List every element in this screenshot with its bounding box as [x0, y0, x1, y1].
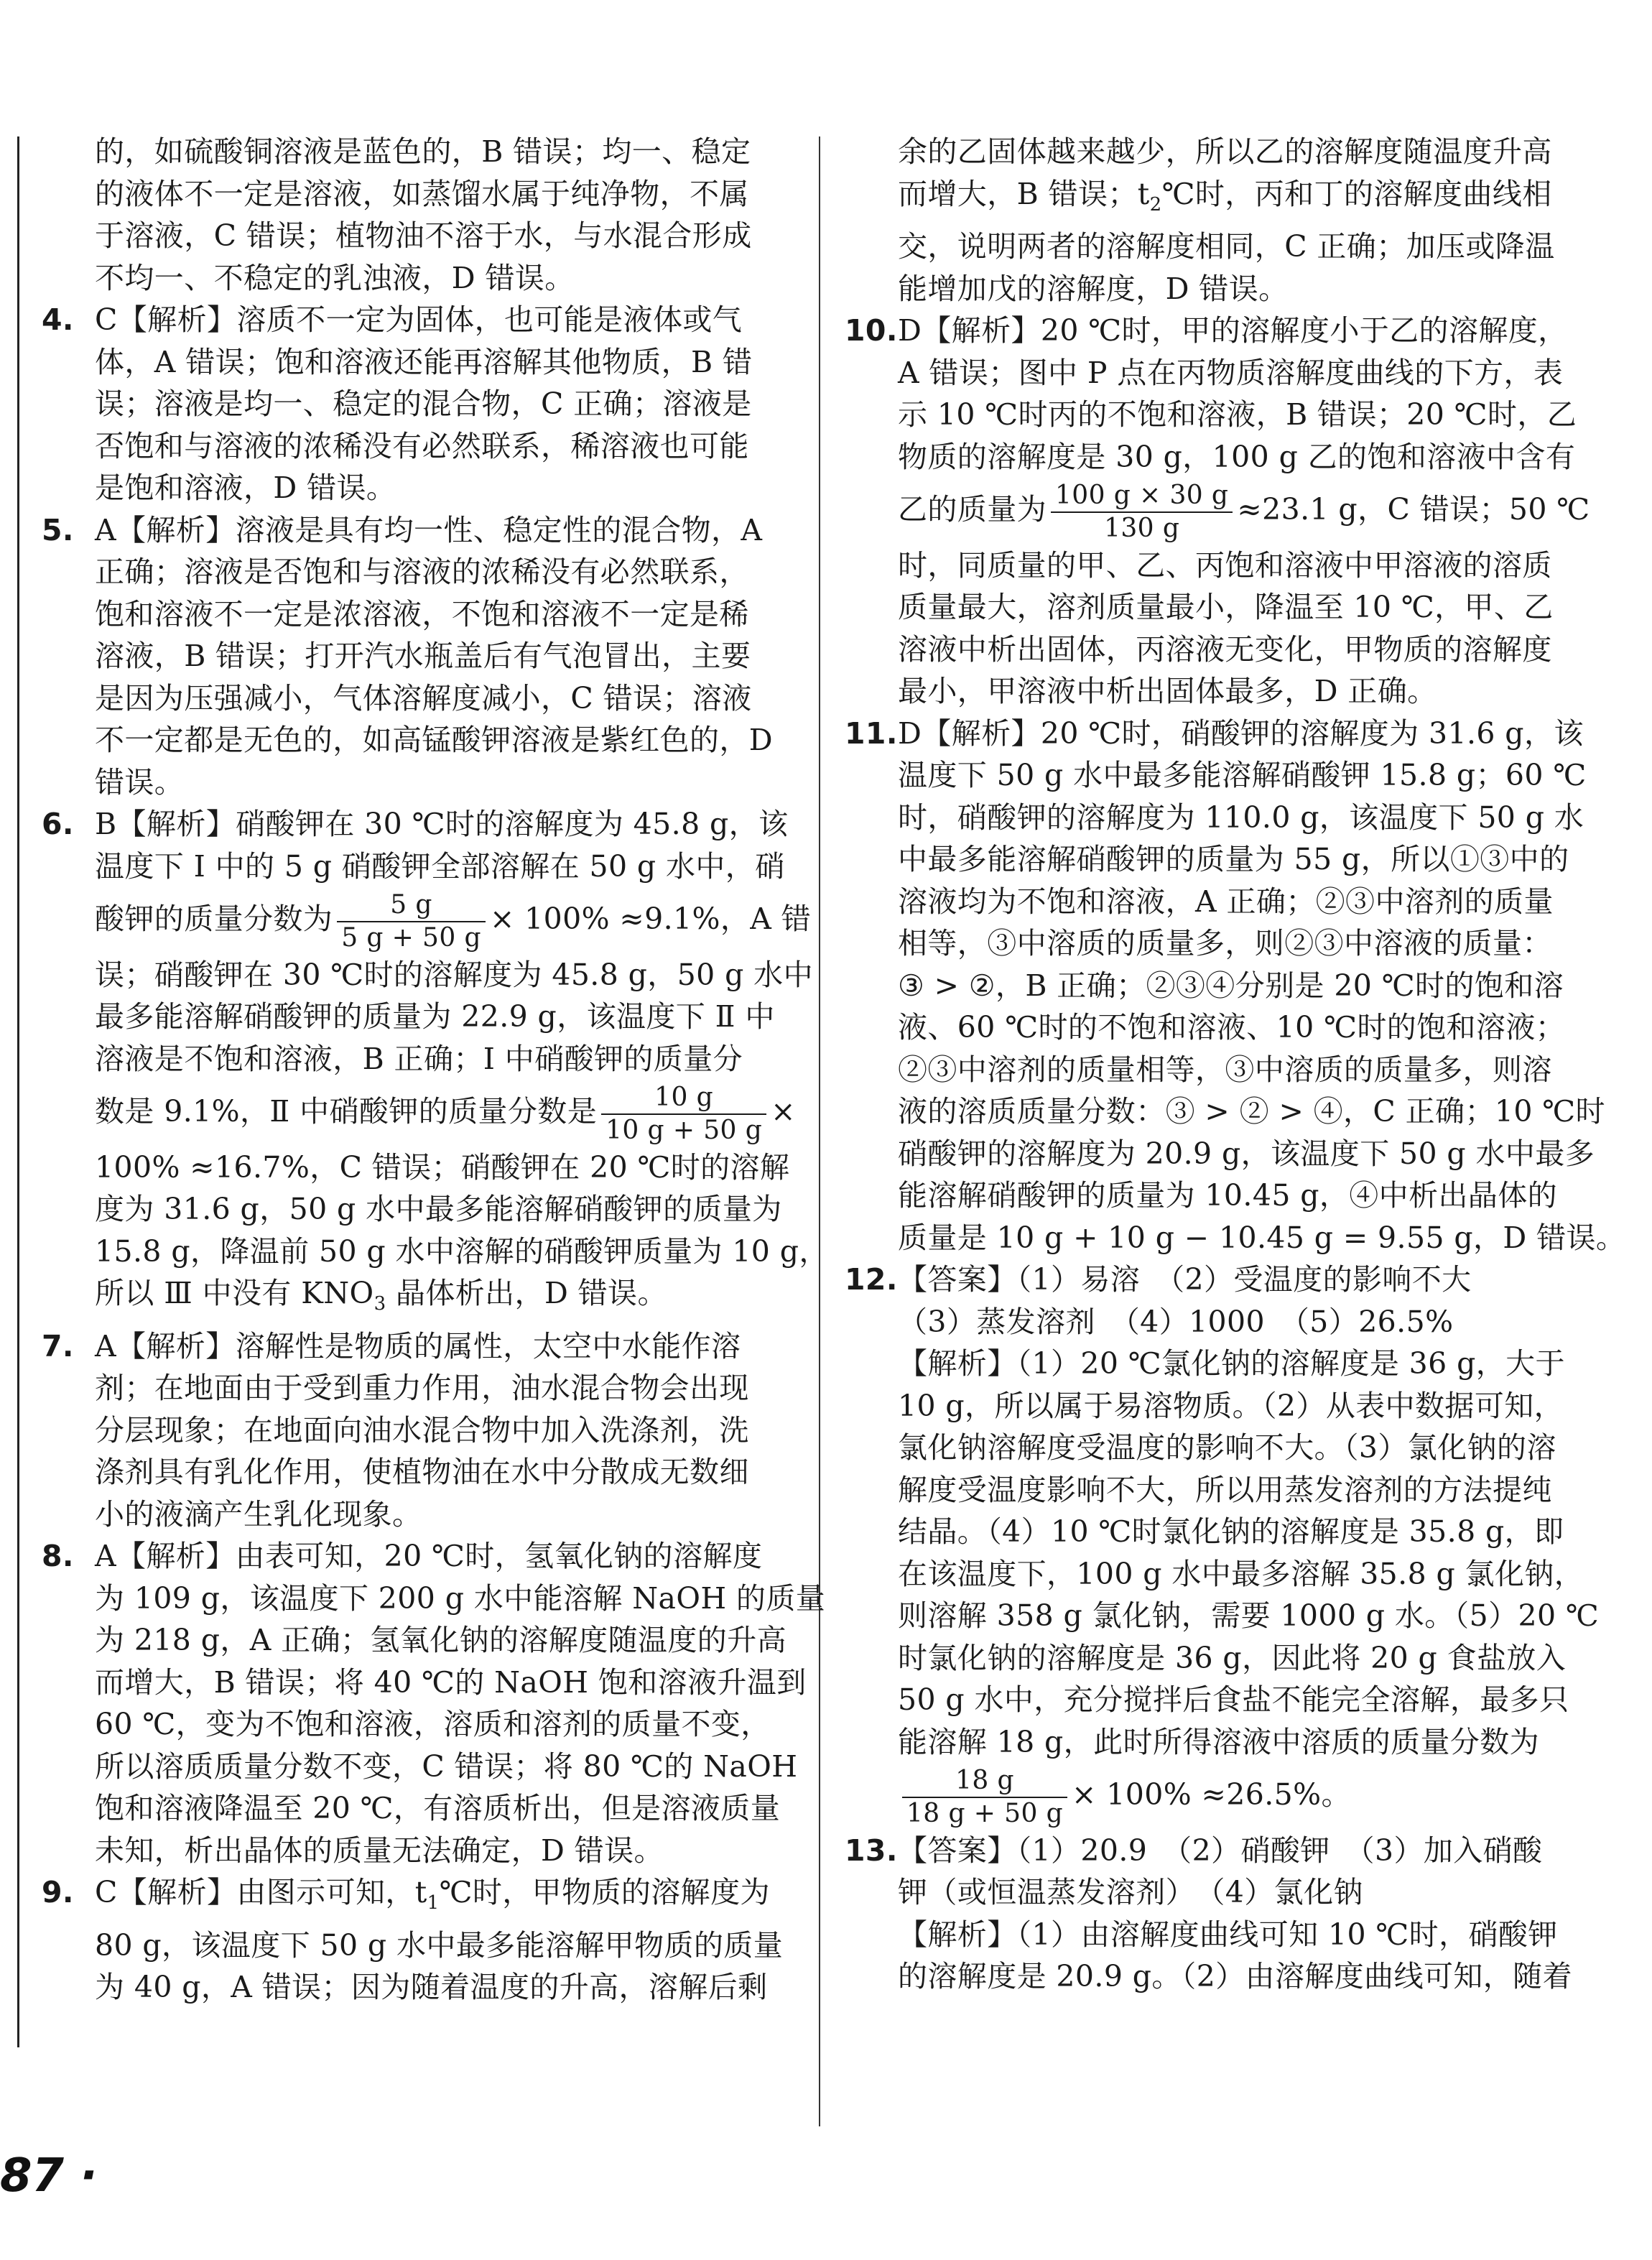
line-text: × 100% ≈9.1%，A 错 — [489, 902, 812, 936]
line-text: 剂；在地面由于受到重力作用，油水混合物会出现 — [95, 1371, 749, 1406]
line-text: 温度下 Ⅰ 中的 5 g 硝酸钾全部溶解在 50 g 水中，硝 — [95, 848, 785, 884]
question-number: 7. — [42, 1328, 74, 1363]
text-line — [845, 310, 1592, 352]
fraction-numerator: 100 g × 30 g — [1051, 480, 1233, 513]
line-text: 液的溶质质量分数：③ > ② > ④，C 正确；10 ℃时 — [898, 1094, 1605, 1129]
line-text: ≈23.1 g，C 错误；50 ℃ — [1237, 492, 1590, 527]
text-line — [42, 173, 789, 216]
text-line — [845, 1427, 1592, 1469]
text-line — [845, 629, 1592, 671]
text-line — [845, 1006, 1592, 1049]
line-text: 物质的溶解度是 30 g，100 g 乙的饱和溶液中含有 — [898, 439, 1576, 474]
question-number: 8. — [42, 1539, 74, 1574]
text-line — [845, 1259, 1592, 1301]
line-text: 时氯化钠的溶解度是 36 g，因此将 20 g 食盐放入 — [898, 1640, 1567, 1675]
line-text: 【解析】（1）由溶解度曲线可知 10 ℃时，硝酸钾 — [898, 1917, 1558, 1952]
text-line — [42, 1231, 829, 1273]
question-number: 4. — [42, 302, 74, 337]
text-line — [42, 677, 789, 720]
line-text: 是饱和溶液，D 错误。 — [95, 471, 396, 505]
line-text: 能增加戊的溶解度，D 错误。 — [898, 271, 1289, 306]
line-text: 饱和溶液不一定是浓溶液，不饱和溶液不一定是稀 — [95, 596, 749, 631]
text-line — [42, 761, 789, 804]
question-number: 6. — [42, 807, 74, 841]
line-text: 不一定都是无色的，如高锰酸钾溶液是紫红色的，D — [95, 723, 774, 757]
fraction-denominator: 10 g + 50 g — [605, 1115, 763, 1145]
text-line — [845, 478, 1592, 545]
line-text: 度为 31.6 g，50 g 水中最多能溶解硝酸钾的质量为 — [95, 1192, 782, 1226]
text-line — [845, 173, 1592, 226]
line-text: 50 g 水中，充分搅拌后食盐不能完全溶解，最多只 — [898, 1682, 1569, 1718]
text-line — [42, 1451, 789, 1493]
text-line — [42, 1272, 789, 1325]
text-line — [42, 593, 789, 636]
text-line — [42, 131, 789, 173]
line-text: 分层现象；在地面向油水混合物中加入洗涤剂，洗 — [95, 1412, 749, 1448]
text-line — [42, 1147, 789, 1189]
text-line — [845, 268, 1592, 310]
text-line — [845, 670, 1592, 713]
line-text: 而增大，B 错误；将 40 ℃的 NaOH 饱和溶液升温到 — [95, 1664, 807, 1700]
line-text: 溶液，B 错误；打开汽水瓶盖后有气泡冒出，主要 — [95, 639, 751, 673]
text-line — [42, 1619, 789, 1662]
text-line — [845, 1133, 1595, 1175]
text-line — [42, 1493, 789, 1536]
text-line — [42, 635, 789, 677]
fraction — [902, 1765, 1067, 1830]
text-line — [845, 838, 1592, 881]
text-line — [845, 1175, 1592, 1217]
text-line — [42, 215, 789, 257]
line-text: 示 10 ℃时丙的不饱和溶液，B 错误；20 ℃时，乙 — [898, 397, 1577, 432]
line-text: 乙的质量为 — [898, 492, 1047, 527]
line-text: B【解析】硝酸钾在 30 ℃时的溶解度为 45.8 g，该 — [95, 807, 789, 841]
line-text: 否饱和与溶液的浓稀没有必然联系，稀溶液也可能 — [95, 428, 749, 463]
line-text: 10 g，所以属于易溶物质。（2）从表中数据可知， — [898, 1388, 1564, 1423]
line-text: （3）蒸发溶剂 （4）1000 （5）26.5% — [898, 1304, 1454, 1339]
line-text: 15.8 g，降温前 50 g 水中溶解的硝酸钾质量为 10 g， — [95, 1233, 829, 1269]
line-text: ℃时，丙和丁的溶解度曲线相 — [1161, 176, 1552, 211]
text-line — [42, 299, 789, 341]
page-number: 87 · — [0, 2149, 98, 2203]
line-text: 时，硝酸钾的溶解度为 110.0 g，该温度下 50 g 水 — [898, 800, 1584, 835]
line-text: 氯化钠溶解度受温度的影响不大。（3）氯化钠的溶 — [898, 1430, 1556, 1465]
line-text: C【解析】由图示可知，t — [95, 1875, 427, 1910]
line-text: 硝酸钾的溶解度为 20.9 g，该温度下 50 g 水中最多 — [898, 1136, 1595, 1171]
fraction-numerator: 10 g — [601, 1082, 766, 1115]
line-text: 误；硝酸钾在 30 ℃时的溶解度为 45.8 g，50 g 水中 — [95, 957, 813, 992]
line-text: 于溶液，C 错误；植物油不溶于水，与水混合形成 — [95, 218, 752, 253]
line-text: 的，如硫酸铜溶液是蓝色的，B 错误；均一、稳定 — [95, 134, 751, 169]
text-line — [845, 436, 1592, 478]
line-text: 为 109 g，该温度下 200 g 水中能溶解 NaOH 的质量 — [95, 1580, 826, 1616]
question-number: 9. — [42, 1875, 74, 1910]
text-line — [845, 1955, 1592, 1998]
line-text: 体，A 错误；饱和溶液还能再溶解其他物质，B 错 — [95, 344, 753, 379]
line-text: 为 40 g，A 错误；因为随着温度的升高，溶解后剩 — [95, 1970, 768, 2005]
left-column — [42, 131, 829, 2009]
column-divider — [819, 136, 820, 2126]
text-line — [42, 887, 812, 954]
subscript: 3 — [373, 1293, 386, 1315]
text-line — [845, 754, 1592, 797]
text-line — [845, 1914, 1592, 1956]
text-line — [42, 1409, 789, 1452]
text-line — [42, 1787, 789, 1830]
text-line — [42, 1830, 789, 1872]
text-line — [42, 383, 789, 425]
text-line — [42, 1662, 807, 1704]
text-line — [42, 1871, 789, 1925]
text-line — [845, 1301, 1592, 1343]
line-text: 饱和溶液降温至 20 ℃，有溶质析出，但是溶液质量 — [95, 1791, 781, 1826]
text-line — [845, 922, 1592, 965]
text-line — [42, 846, 789, 888]
line-text: 则溶解 358 g 氯化钠，需要 1000 g 水。（5）20 ℃ — [898, 1598, 1600, 1634]
line-text: 未知，析出晶体的质量无法确定，D 错误。 — [95, 1833, 664, 1868]
line-text: A【解析】由表可知，20 ℃时，氢氧化钠的溶解度 — [95, 1539, 763, 1574]
line-text: 最小，甲溶液中析出固体最多，D 正确。 — [898, 674, 1437, 709]
text-line — [845, 1049, 1592, 1091]
line-text: 液、60 ℃时的不饱和溶液、10 ℃时的饱和溶液； — [898, 1010, 1566, 1045]
text-line — [42, 467, 789, 509]
text-line — [845, 394, 1592, 436]
line-text: 最多能溶解硝酸钾的质量为 22.9 g，该温度下 Ⅱ 中 — [95, 999, 775, 1034]
line-text: 钾（或恒温蒸发溶剂） （4）氯化钠 — [898, 1875, 1363, 1910]
line-text: 的液体不一定是溶液，如蒸馏水属于纯净物，不属 — [95, 176, 749, 211]
fraction — [601, 1082, 766, 1147]
line-text: 时，同质量的甲、乙、丙饱和溶液中甲溶液的溶质 — [898, 547, 1552, 583]
line-text: 溶液均为不饱和溶液，A 正确；②③中溶剂的质量 — [898, 884, 1554, 919]
line-text: 误；溶液是均一、稳定的混合物，C 正确；溶液是 — [95, 386, 752, 421]
fraction — [1051, 480, 1233, 545]
text-line — [42, 954, 813, 996]
line-text: ②③中溶剂的质量相等，③中溶质的质量多，则溶 — [898, 1052, 1552, 1087]
text-line — [845, 881, 1592, 923]
left-margin-rule — [17, 136, 19, 2047]
question-number: 5. — [42, 512, 74, 547]
text-line — [845, 1721, 1592, 1764]
line-text: 温度下 50 g 水中最多能溶解硝酸钾 15.8 g；60 ℃ — [898, 758, 1587, 793]
line-text: D【解析】20 ℃时，硝酸钾的溶解度为 31.6 g，该 — [898, 715, 1584, 751]
line-text: 是因为压强减小，气体溶解度减小，C 错误；溶液 — [95, 680, 752, 715]
text-line — [42, 341, 789, 384]
line-text: 数是 9.1%，Ⅱ 中硝酸钾的质量分数是 — [95, 1094, 598, 1129]
text-line — [42, 1966, 789, 2009]
line-text: 【解析】（1）20 ℃氯化钠的溶解度是 36 g，大于 — [898, 1346, 1565, 1381]
fraction-denominator: 5 g + 50 g — [341, 922, 481, 953]
question-number: 11. — [845, 715, 898, 751]
line-text: 而增大，B 错误；t — [898, 176, 1150, 211]
text-line — [845, 1871, 1592, 1914]
line-text: A【解析】溶液是具有均一性、稳定性的混合物，A — [95, 512, 763, 547]
text-line — [845, 1511, 1592, 1553]
question-number: 13. — [845, 1833, 898, 1868]
line-text: 100% ≈16.7%，C 错误；硝酸钾在 20 ℃时的溶解 — [95, 1149, 790, 1185]
text-line — [42, 1080, 796, 1147]
subscript: 2 — [1149, 193, 1162, 216]
text-line — [845, 713, 1592, 755]
text-line — [845, 797, 1592, 839]
text-line — [845, 352, 1592, 394]
line-text: 涤剂具有乳化作用，使植物油在水中分散成无数细 — [95, 1455, 749, 1490]
line-text: 交，说明两者的溶解度相同，C 正确；加压或降温 — [898, 229, 1555, 264]
line-text: 60 ℃，变为不饱和溶液，溶质和溶剂的质量不变， — [95, 1707, 771, 1742]
text-line — [845, 1385, 1592, 1427]
text-line — [845, 1679, 1592, 1721]
text-line — [42, 1746, 798, 1788]
line-text: 能溶解 18 g，此时所得溶液中溶质的质量分数为 — [898, 1724, 1540, 1759]
text-line — [845, 226, 1592, 268]
text-line — [845, 1090, 1605, 1133]
fraction-denominator: 18 g + 50 g — [906, 1798, 1064, 1828]
text-line — [42, 1325, 789, 1368]
text-line — [42, 1535, 789, 1578]
line-text: 溶液是不饱和溶液，B 正确；Ⅰ 中硝酸钾的质量分 — [95, 1041, 743, 1076]
line-text: 的溶解度是 20.9 g。（2）由溶解度曲线可知，随着 — [898, 1959, 1572, 1994]
text-line — [42, 257, 789, 300]
line-text: 小的液滴产生乳化现象。 — [95, 1496, 422, 1532]
line-text: 结晶。（4）10 ℃时氯化钠的溶解度是 35.8 g，即 — [898, 1514, 1564, 1550]
fraction-numerator: 18 g — [902, 1765, 1067, 1798]
line-text: 质量是 10 g + 10 g − 10.45 g = 9.55 g，D 错误。 — [898, 1220, 1626, 1255]
line-text: 不均一、不稳定的乳浊液，D 错误。 — [95, 260, 575, 295]
line-text: 为 218 g，A 正确；氢氧化钠的溶解度随温度的升高 — [95, 1623, 787, 1658]
text-line — [845, 965, 1592, 1007]
line-text: 溶液中析出固体，丙溶液无变化，甲物质的溶解度 — [898, 631, 1552, 667]
line-text: × — [771, 1094, 796, 1129]
line-text: 酸钾的质量分数为 — [95, 902, 333, 936]
line-text: 错误。 — [95, 764, 185, 800]
line-text: 余的乙固体越来越少，所以乙的溶解度随温度升高 — [898, 134, 1552, 169]
fraction-numerator: 5 g — [337, 889, 486, 922]
text-line — [845, 1830, 1592, 1872]
text-line — [845, 586, 1592, 629]
text-line — [845, 1595, 1600, 1637]
text-line — [845, 545, 1592, 587]
line-text: ③ > ②，B 正确；②③④分别是 20 ℃时的饱和溶 — [898, 968, 1564, 1003]
text-line — [42, 996, 789, 1038]
line-text: A【解析】溶解性是物质的属性，太空中水能作溶 — [95, 1328, 741, 1363]
text-line — [845, 1763, 1592, 1830]
text-line — [845, 1553, 1592, 1596]
text-line — [845, 131, 1592, 173]
line-text: × 100% ≈26.5%。 — [1072, 1777, 1351, 1812]
question-number: 12. — [845, 1262, 898, 1297]
text-line — [42, 509, 789, 552]
text-line — [42, 425, 789, 468]
text-line — [845, 1637, 1592, 1680]
line-text: C【解析】溶质不一定为固体，也可能是液体或气 — [95, 302, 743, 337]
line-text: ℃时，甲物质的溶解度为 — [439, 1875, 770, 1910]
line-text: 在该温度下，100 g 水中最多溶解 35.8 g 氯化钠， — [898, 1556, 1584, 1591]
subscript: 1 — [427, 1892, 440, 1914]
text-line — [42, 803, 789, 846]
text-line — [42, 1367, 789, 1409]
text-line — [42, 1188, 789, 1231]
text-line — [42, 719, 789, 761]
text-line — [845, 1469, 1592, 1511]
line-text: 解度受温度影响不大，所以用蒸发溶剂的方法提纯 — [898, 1472, 1552, 1507]
line-text: 所以 Ⅲ 中没有 KNO — [95, 1276, 374, 1310]
text-line — [845, 1343, 1592, 1385]
line-text: 能溶解硝酸钾的质量为 10.45 g，④中析出晶体的 — [898, 1178, 1558, 1213]
line-text: 相等，③中溶质的质量多，则②③中溶液的质量： — [898, 926, 1552, 961]
text-line — [42, 1703, 789, 1746]
text-line — [42, 551, 789, 593]
fraction-denominator: 130 g — [1104, 513, 1180, 543]
line-text: 所以溶质质量分数不变，C 错误；将 80 ℃的 NaOH — [95, 1749, 798, 1784]
line-text: 质量最大，溶剂质量最小，降温至 10 ℃，甲、乙 — [898, 590, 1554, 625]
text-line — [42, 1925, 789, 1967]
line-text: 【答案】（1）20.9 （2）硝酸钾 （3）加入硝酸 — [898, 1833, 1543, 1868]
line-text: 晶体析出，D 错误。 — [386, 1276, 667, 1310]
line-text: 中最多能溶解硝酸钾的质量为 55 g，所以①③中的 — [898, 842, 1569, 877]
line-text: D【解析】20 ℃时，甲的溶解度小于乙的溶解度， — [898, 313, 1568, 348]
text-line — [845, 1217, 1626, 1259]
line-text: 【答案】（1）易溶 （2）受温度的影响不大 — [898, 1262, 1472, 1297]
line-text: 正确；溶液是否饱和与溶液的浓稀没有必然联系， — [95, 555, 749, 589]
question-number: 10. — [845, 313, 898, 348]
right-column — [845, 131, 1626, 1998]
line-text: A 错误；图中 P 点在丙物质溶解度曲线的下方，表 — [898, 355, 1564, 390]
line-text: 80 g，该温度下 50 g 水中最多能溶解甲物质的质量 — [95, 1927, 784, 1963]
fraction — [337, 889, 486, 954]
text-line — [42, 1578, 826, 1620]
text-line — [42, 1038, 789, 1080]
